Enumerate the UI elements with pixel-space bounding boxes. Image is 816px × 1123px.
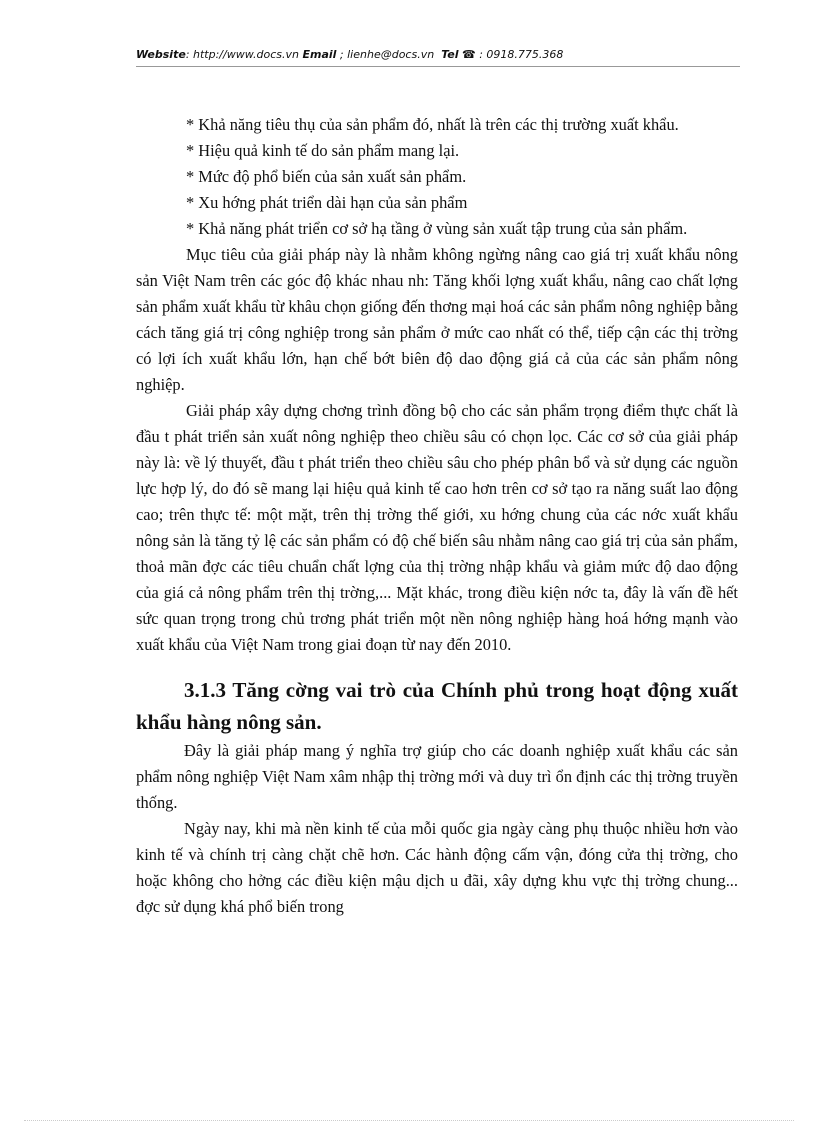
- bullet-paragraph: * Hiệu quả kinh tế do sản phẩm mang lại.: [186, 141, 460, 160]
- body-paragraph: Đây là giải pháp mang ý nghĩa trợ giúp cho các doanh nghiệp xuất khẩu các sản phẩm nông nghiệp Việt Nam xâm nhập thị trờng mới và duy trì ổn định các thị trờng truyền thống.: [136, 741, 738, 812]
- page-header: [136, 48, 740, 61]
- body-paragraph: Mục tiêu của giải pháp này là nhằm không ngừng nâng cao giá trị xuất khẩu nông sản Việt Nam trên các góc độ khác nhau nh: Tăng khối lợng xuất khẩu, nâng cao chất lợng sản phẩm xuất khẩu từ khâu chọn giống đến thơng mại hoá các sản phẩm nông nghiệp bằng cách tăng giá trị công nghiệp trong sản phẩm ở mức cao nhất có thể, tiếp cận các thị trờng có lợi ích xuất khẩu lớn, hạn chế bớt biên độ dao động giá cả của các sản phẩm nông nghiệp.: [136, 245, 738, 394]
- footer-divider: [24, 1120, 794, 1121]
- header-divider: [136, 66, 740, 67]
- body-paragraph: Ngày nay, khi mà nền kinh tế của mỗi quốc gia ngày càng phụ thuộc nhiều hơn vào kinh tế và chính trị càng chặt chẽ hơn. Các hành động cấm vận, đóng cửa thị trờng, cho hoặc không cho hởng các điều kiện mậu dịch u đãi, xây dựng khu vực thị trờng chung... đợc sử dụng khá phổ biến trong: [136, 819, 738, 916]
- email-label: Email: [302, 48, 337, 61]
- bullet-paragraph: * Mức độ phổ biến của sản xuất sản phẩm.: [186, 167, 467, 186]
- website-label: Website: [136, 48, 186, 61]
- tel-value: ☎ : 0918.775.368: [462, 48, 564, 61]
- bullet-paragraph: * Khả năng tiêu thụ của sản phẩm đó, nhất là trên các thị trường xuất khẩu.: [186, 115, 679, 134]
- tel-label: Tel: [441, 48, 459, 61]
- section-heading: 3.1.3 Tăng cờng vai trò của Chính phủ trong hoạt động xuất khẩu hàng nông sản.: [136, 678, 738, 734]
- website-value[interactable]: : http://www.docs.vn: [185, 48, 299, 61]
- bullet-paragraph: * Khả năng phát triển cơ sở hạ tầng ở vùng sản xuất tập trung của sản phẩm.: [186, 219, 688, 238]
- bullet-paragraph: * Xu hớng phát triển dài hạn của sản phẩm: [186, 193, 468, 212]
- email-value[interactable]: ; lienhe@docs.vn: [336, 48, 435, 61]
- body-paragraph: Giải pháp xây dựng chơng trình đồng bộ cho các sản phẩm trọng điểm thực chất là đầu t phát triển sản xuất nông nghiệp theo chiều sâu có chọn lọc. Các cơ sở của giải pháp này là: về lý thuyết, đầu t phát triển theo chiều sâu cho phép phân bổ và sử dụng các nguồn lực hợp lý, do đó sẽ mang lại hiệu quả kinh tế cao hơn trên cơ sở tạo ra năng suất lao động cao; trên thực tế: một mặt, trên thị trờng thế giới, xu hớng chung của các nớc xuất khẩu nông sản là tăng tỷ lệ các sản phẩm có độ chế biến sâu nhằm nâng cao giá trị của sản phẩm, thoả mãn đợc các tiêu chuẩn chất lợng của thị trờng nhập khẩu và giảm mức độ dao động của giá cả nông phẩm trên thị trờng,... Mặt khác, trong điều kiện nớc ta, đây là vấn đề hết sức quan trọng trong chủ trơng phát triển một nền nông nghiệp hàng hoá hớng mạnh vào xuất khẩu của Việt Nam trong giai đoạn từ nay đến 2010.: [136, 401, 738, 654]
- document-body: [136, 112, 738, 920]
